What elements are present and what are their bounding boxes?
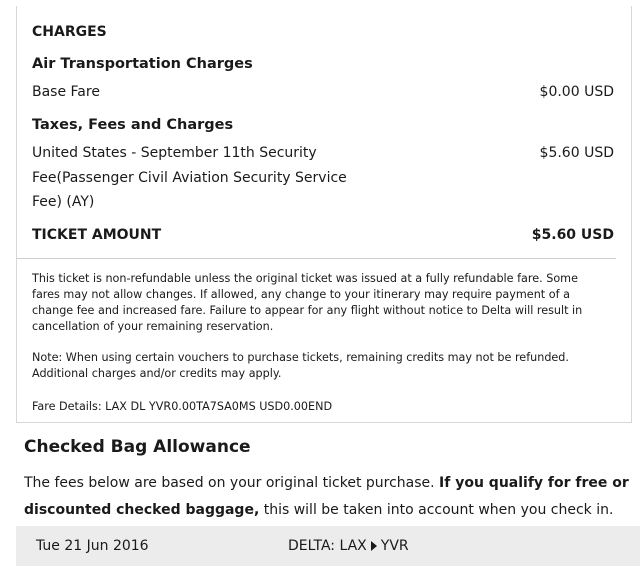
checked-bag-heading: Checked Bag Allowance	[24, 437, 251, 457]
bag-text-intro: The fees below are based on your original ticket purchase.	[24, 475, 435, 491]
flight-route	[288, 538, 409, 554]
tax-line-3: Fee) (AY)	[32, 194, 95, 210]
charges-heading: CHARGES	[32, 24, 107, 40]
section-divider	[16, 258, 616, 259]
taxes-fees-heading: Taxes, Fees and Charges	[32, 117, 234, 133]
base-fare-label: Base Fare	[32, 84, 100, 100]
flight-origin: LAX	[339, 538, 367, 554]
flight-destination: YVR	[380, 538, 409, 554]
voucher-note: Note: When using certain vouchers to purchase tickets, remaining credits may not be refunded. Additional charges and/or credits may apply.	[32, 351, 569, 380]
ticket-amount-value: $5.60 USD	[531, 227, 614, 243]
tax-line-2: Fee(Passenger Civil Aviation Security Service	[32, 170, 347, 186]
refund-notice: This ticket is non-refundable unless the original ticket was issued at a fully refundable fare. Some fares may not allow changes. If allowed, any change to your itinerary may require payment of a change fee and increased fare. Failure to appear for any flight without notice to Delta will result in cancellation of your remaining reservation.	[32, 272, 583, 333]
bag-text-outro: this will be taken into account when you check in.	[263, 502, 614, 518]
fare-details: Fare Details: LAX DL YVR0.00TA7SA0MS USD0.00END	[32, 400, 333, 413]
tax-amount: $5.60 USD	[539, 145, 614, 161]
ticket-amount-label: TICKET AMOUNT	[32, 227, 162, 243]
base-fare-amount: $0.00 USD	[539, 84, 614, 100]
flight-date: Tue 21 Jun 2016	[36, 538, 149, 554]
checked-bag-description	[24, 470, 632, 524]
flight-carrier: DELTA:	[288, 538, 336, 554]
triangle-right-icon	[371, 541, 377, 551]
bag-text-bold: If you qualify for free or discounted checked baggage,	[24, 475, 629, 518]
air-transportation-heading: Air Transportation Charges	[32, 56, 253, 72]
flight-segment-bar[interactable]	[16, 526, 640, 566]
tax-line-1: United States - September 11th Security	[32, 145, 317, 161]
